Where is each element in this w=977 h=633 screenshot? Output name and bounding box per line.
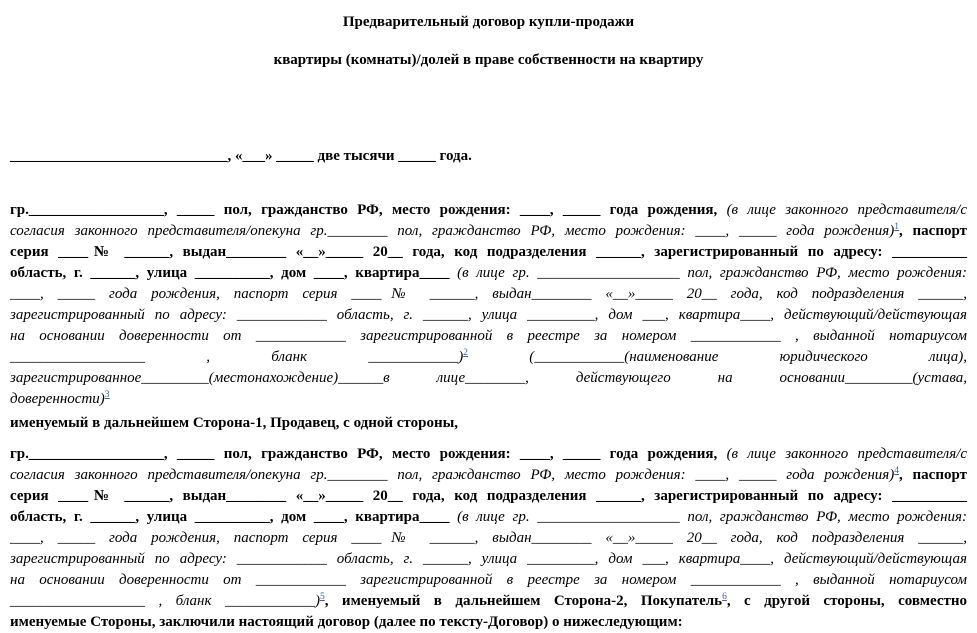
document-title-line1: Предварительный договор купли-продажи	[342, 14, 635, 30]
footnote-ref-6[interactable]: 6	[722, 592, 727, 602]
text-line	[10, 347, 967, 368]
optional-clause-text: на основании доверенности от ____________ зарегистрированной в реестре за номером ____________ , выданной нотариусом	[10, 572, 967, 588]
contract-text: гр.__________________, _____ пол, гражданство РФ, место рождения: ____, _____ года рождения,	[10, 202, 727, 218]
document-title-line2: квартиры (комнаты)/долей в праве собственности на квартиру	[273, 52, 704, 68]
place-and-date-line	[10, 146, 967, 167]
text-line	[10, 465, 967, 486]
text-line	[10, 146, 967, 167]
optional-clause-text: (в лице законного представителя/с	[726, 446, 968, 462]
text-line	[10, 507, 967, 528]
text-line	[10, 389, 967, 410]
party1-seller-paragraph	[10, 200, 967, 410]
text-line	[10, 368, 967, 389]
contract-text: , с другой стороны, совместно	[726, 593, 967, 609]
contract-text: именуемые Стороны, заключили настоящий договор (далее по тексту-Договор) о нижеследующим:	[10, 614, 683, 630]
contract-text: область, г. ______, улица __________, дом ____, квартира____	[10, 509, 458, 525]
text-line	[10, 305, 967, 326]
text-line	[10, 263, 967, 284]
party2-buyer-paragraph	[10, 444, 967, 633]
optional-clause-text: (в лице законного представителя/с	[726, 202, 968, 218]
contract-text: , паспорт	[898, 467, 967, 483]
text-line	[10, 221, 967, 242]
text-line	[10, 444, 967, 465]
text-line	[10, 200, 967, 221]
footnote-ref-3[interactable]: 3	[104, 390, 110, 400]
contract-text: именуемый в дальнейшем Сторона-1, Продавец, с одной стороны,	[10, 415, 459, 431]
contract-text: _____________________________, «___» _____ две тысячи _____ года.	[10, 148, 472, 164]
optional-clause-text: (в лице гр. ___________________ пол, гражданство РФ, место рождения:	[457, 265, 967, 281]
optional-clause-text: на основании доверенности от ____________ зарегистрированной в реестре за номером ____________ , выданной нотариусом	[10, 328, 967, 344]
contract-text: серия ____№ ______, выдан________ «__»_____ 20__ года, код подразделения ______, зарегистрированный по адресу: __________	[10, 244, 967, 260]
contract-text: гр.__________________, _____ пол, гражданство РФ, место рождения: ____, _____ года рождения,	[10, 446, 727, 462]
text-line	[10, 549, 967, 570]
text-line	[10, 284, 967, 305]
contract-text: серия ____№ ______, выдан________ «__»_____ 20__ года, код подразделения ______, зарегистрированный по адресу: __________	[10, 488, 967, 504]
contract-text: область, г. ______, улица __________, дом ____, квартира____	[10, 265, 458, 281]
contract-text: , именуемый в дальнейшем Сторона-2, Покупатель	[324, 593, 723, 609]
party1-designation-line	[10, 413, 967, 434]
optional-clause-text: зарегистрированное_________(местонахождение)______в лице________, действующего на основании_________(устава,	[10, 370, 967, 386]
text-line	[10, 612, 967, 633]
optional-clause-text: доверенности)	[10, 391, 105, 407]
optional-clause-text: зарегистрированный по адресу: ____________ область, г. ______, улица _________, дом ___, квартира____, действующий/действующая	[10, 551, 967, 567]
text-line	[10, 242, 967, 263]
optional-clause-text: ____, _____ года рождения, паспорт серия ____№ ______, выдан________ «__»_____ 20__ года, код подразделения ______,	[10, 286, 967, 302]
text-line	[10, 570, 967, 591]
text-line	[10, 591, 967, 612]
optional-clause-text: согласия законного представителя/опекуна гр.________ пол, гражданство РФ, место рождения: ____, _____ года рождения)	[10, 223, 895, 239]
optional-clause-text: (____________(наименование юридического лица),	[468, 349, 967, 365]
optional-clause-text: согласия законного представителя/опекуна гр.________ пол, гражданство РФ, место рождения: ____, _____ года рождения)	[10, 467, 895, 483]
optional-clause-text: зарегистрированный по адресу: ____________ область, г. ______, улица _________, дом ___, квартира____, действующий/действующая	[10, 307, 967, 323]
footnote-ref-1[interactable]: 1	[894, 222, 899, 232]
text-line	[10, 486, 967, 507]
text-line	[10, 413, 967, 434]
footnote-ref-2[interactable]: 2	[463, 348, 469, 358]
text-line	[10, 528, 967, 549]
footnote-ref-5[interactable]: 5	[319, 592, 325, 602]
optional-clause-text: (в лице гр. ___________________ пол, гражданство РФ, место рождения:	[457, 509, 967, 525]
optional-clause-text: ____, _____ года рождения, паспорт серия ____№ ______, выдан________ «__»_____ 20__ года, код подразделения ______,	[10, 530, 967, 546]
optional-clause-text: __________________ , бланк ____________)	[10, 349, 464, 365]
contract-text: , паспорт	[898, 223, 967, 239]
optional-clause-text: __________________ , бланк ____________)	[10, 593, 320, 609]
text-line	[10, 326, 967, 347]
footnote-ref-4[interactable]: 4	[894, 466, 899, 476]
